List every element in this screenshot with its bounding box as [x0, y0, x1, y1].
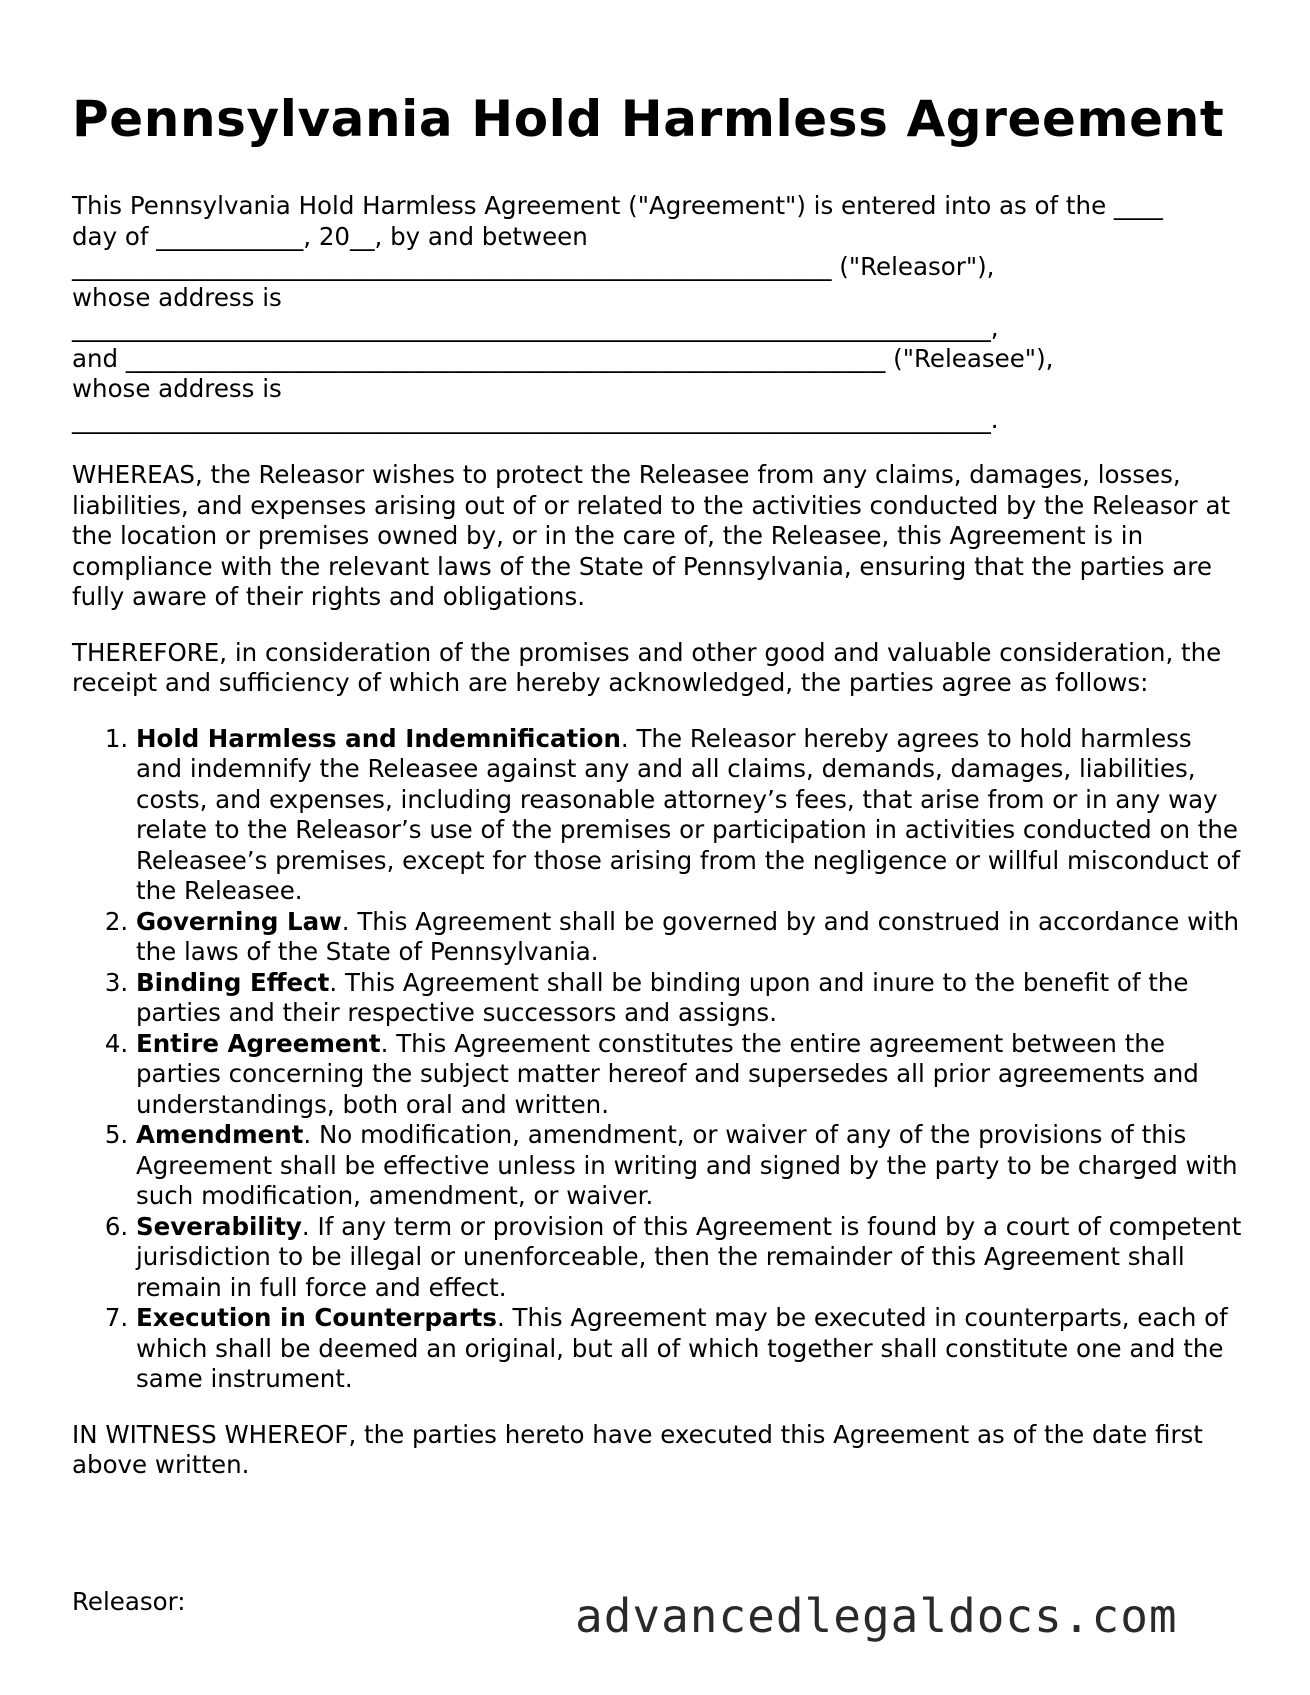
- signature-label: Releasor:: [72, 1587, 186, 1616]
- clause-item: [136, 907, 1242, 968]
- clause-term: Execution in Counterparts: [136, 1303, 497, 1332]
- clause-term: Binding Effect: [136, 967, 330, 997]
- clause-item: [136, 1212, 1242, 1304]
- clause-term: Amendment: [136, 1120, 304, 1149]
- releasee-name-line: and ______________________________________________________________ ("Releasee"),: [72, 343, 1054, 373]
- clause-term: Severability: [136, 1211, 302, 1241]
- clause-text: . No modification, amendment, or waiver of any of the provisions of this Agreement shall be effective unless in writing and signed by the party to be charged with such modification, amendment, or waiver.: [136, 1120, 1238, 1210]
- intro-line: whose address is: [72, 282, 282, 312]
- clause-item: [136, 1120, 1242, 1212]
- clause-item: [136, 724, 1242, 907]
- clause-term: Governing Law: [136, 906, 342, 936]
- intro-line: whose address is: [72, 374, 282, 403]
- document-title: Pennsylvania Hold Harmless Agreement: [72, 90, 1225, 148]
- clause-text: . If any term or provision of this Agreement is found by a court of competent jurisdiction to be illegal or unenforceable, then the remainder of this Agreement shall remain in full force and effect.: [136, 1211, 1242, 1302]
- therefore-paragraph: THEREFORE, in consideration of the promises and other good and valuable consideration, the receipt and sufficiency of which are hereby acknowledged, the parties agree as follows:: [72, 637, 1222, 697]
- clause-text: . This Agreement shall be governed by and construed in accordance with the laws of the State of Pennsylvania.: [136, 906, 1240, 966]
- clause-item: [136, 1029, 1242, 1121]
- intro-line: This Pennsylvania Hold Harmless Agreement ("Agreement") is entered into as of the ____: [72, 191, 1163, 220]
- clause-list: [72, 724, 1242, 1395]
- clause-term: Entire Agreement: [136, 1028, 381, 1058]
- witness-paragraph: IN WITNESS WHEREOF, the parties hereto have executed this Agreement as of the date first above written.: [72, 1419, 1203, 1479]
- clause-term: Hold Harmless and Indemnification: [136, 723, 621, 753]
- releasee-address-line: ___________________________________________________________________________.: [72, 404, 999, 434]
- clause-text: . The Releasor hereby agrees to hold harmless and indemnify the Releasee against any and all claims, demands, damages, liabilities, costs, and expenses, including reasonable attorney’s fees, that arise from or in any way relate to the Releasor’s use of the premises or participation in activities conducted on the Releasee’s premises, except for those arising from the negligence or willful misconduct of the Releasee.: [136, 723, 1240, 905]
- watermark-text: advancedlegaldocs.com: [575, 1589, 1178, 1643]
- clause-text: . This Agreement may be executed in counterparts, each of which shall be deemed an original, but all of which together shall constitute one and the same instrument.: [136, 1303, 1228, 1393]
- releasor-address-line: ___________________________________________________________________________,: [72, 313, 999, 342]
- clause-item: [136, 1303, 1242, 1395]
- document-page: [72, 90, 1242, 1506]
- clause-item: [136, 968, 1242, 1029]
- releasor-name-line: ______________________________________________________________ ("Releasor"),: [72, 252, 995, 281]
- clause-text: . This Agreement shall be binding upon and inure to the benefit of the parties and their respective successors and assigns.: [136, 967, 1189, 1027]
- clause-text: . This Agreement constitutes the entire agreement between the parties concerning the subject matter hereof and supersedes all prior agreements and understandings, both oral and written.: [136, 1028, 1199, 1119]
- intro-line: day of ____________, 20__, by and between: [72, 221, 588, 251]
- whereas-paragraph: WHEREAS, the Releasor wishes to protect the Releasee from any claims, damages, losses, liabilities, and expenses arising out of or related to the activities conducted by the Releasor at the location or premises owned by, or in the care of, the Releasee, this Agreement is in compliance with the relevant laws of the State of Pennsylvania, ensuring that the parties are fully aware of their rights and obligations.: [72, 460, 1231, 611]
- intro-paragraph: [72, 191, 1242, 435]
